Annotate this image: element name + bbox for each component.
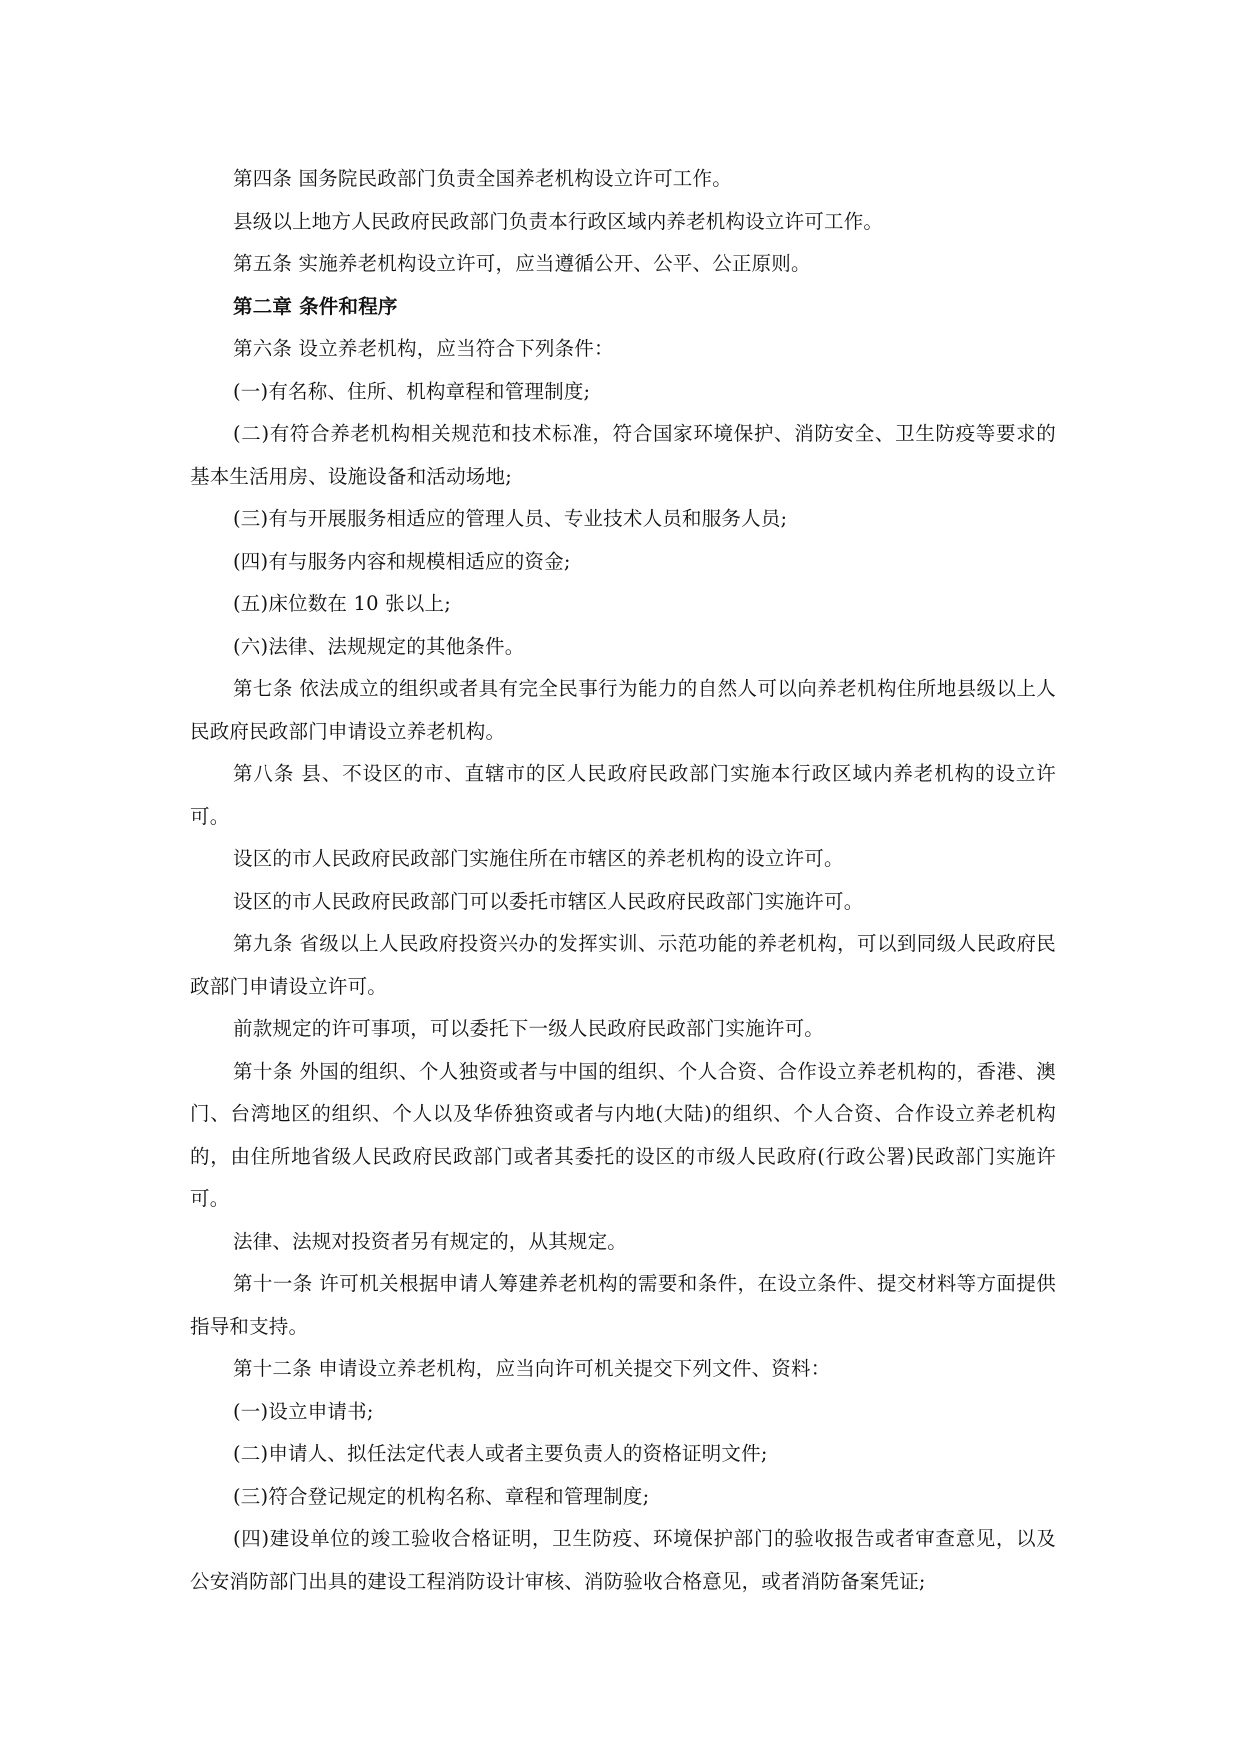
list-item: (二)有符合养老机构相关规范和技术标准，符合国家环境保护、消防安全、卫生防疫等要求的基本生活用房、设施设备和活动场地; [190, 422, 1056, 488]
list-item: (四)有与服务内容和规模相适应的资金; [233, 549, 571, 573]
list-item: (一)有名称、住所、机构章程和管理制度; [233, 379, 591, 403]
paragraph-article-10: 第十条 外国的组织、个人独资或者与中国的组织、个人合资、合作设立养老机构的，香港、澳门、台湾地区的组织、个人以及华侨独资或者与内地(大陆)的组织、个人合资、合作设立养老机构的，由住所地省级人民政府民政部门或者其委托的设区的市级人民政府(行政公署)民政部门实施许可。 [190, 1059, 1056, 1210]
paragraph-article-12: 第十二条 申请设立养老机构，应当向许可机关提交下列文件、资料： [233, 1357, 831, 1380]
list-item: (四)建设单位的竣工验收合格证明，卫生防疫、环境保护部门的验收报告或者审查意见，以及公安消防部门出具的建设工程消防设计审核、消防验收合格意见，或者消防备案凭证; [190, 1527, 1056, 1593]
paragraph-article-8-clause-3: 设区的市人民政府民政部门可以委托市辖区人民政府民政部门实施许可。 [233, 889, 864, 913]
list-item: (三)有与开展服务相适应的管理人员、专业技术人员和服务人员; [233, 507, 788, 530]
chapter-heading: 第二章 条件和程序 [233, 294, 398, 318]
document-body [190, 158, 1056, 1603]
paragraph-article-8-clause-2: 设区的市人民政府民政部门实施住所在市辖区的养老机构的设立许可。 [233, 847, 844, 870]
paragraph-article-11: 第十一条 许可机关根据申请人筹建养老机构的需要和条件，在设立条件、提交材料等方面提供指导和支持。 [190, 1272, 1056, 1338]
paragraph-article-9: 第九条 省级以上人民政府投资兴办的发挥实训、示范功能的养老机构，可以到同级人民政府民政部门申请设立许可。 [190, 932, 1056, 998]
paragraph-article-10-clause-2: 法律、法规对投资者另有规定的，从其规定。 [233, 1229, 628, 1253]
paragraph-article-4: 第四条 国务院民政部门负责全国养老机构设立许可工作。 [233, 167, 732, 190]
paragraph-article-7: 第七条 依法成立的组织或者具有完全民事行为能力的自然人可以向养老机构住所地县级以上人民政府民政部门申请设立养老机构。 [190, 677, 1056, 743]
list-item: (五)床位数在 10 张以上; [233, 592, 451, 615]
paragraph-article-5: 第五条 实施养老机构设立许可，应当遵循公开、公平、公正原则。 [233, 252, 811, 275]
paragraph-article-6: 第六条 设立养老机构，应当符合下列条件： [233, 337, 614, 360]
list-item: (一)设立申请书; [233, 1399, 374, 1423]
list-item: (六)法律、法规规定的其他条件。 [233, 634, 525, 658]
list-item: (二)申请人、拟任法定代表人或者主要负责人的资格证明文件; [233, 1442, 768, 1465]
list-item: (三)符合登记规定的机构名称、章程和管理制度; [233, 1484, 650, 1508]
paragraph-article-9-clause-2: 前款规定的许可事项，可以委托下一级人民政府民政部门实施许可。 [233, 1017, 825, 1040]
paragraph-article-4-clause-2: 县级以上地方人民政府民政部门负责本行政区域内养老机构设立许可工作。 [233, 209, 884, 233]
paragraph-article-8: 第八条 县、不设区的市、直辖市的区人民政府民政部门实施本行政区域内养老机构的设立许可。 [190, 762, 1056, 828]
